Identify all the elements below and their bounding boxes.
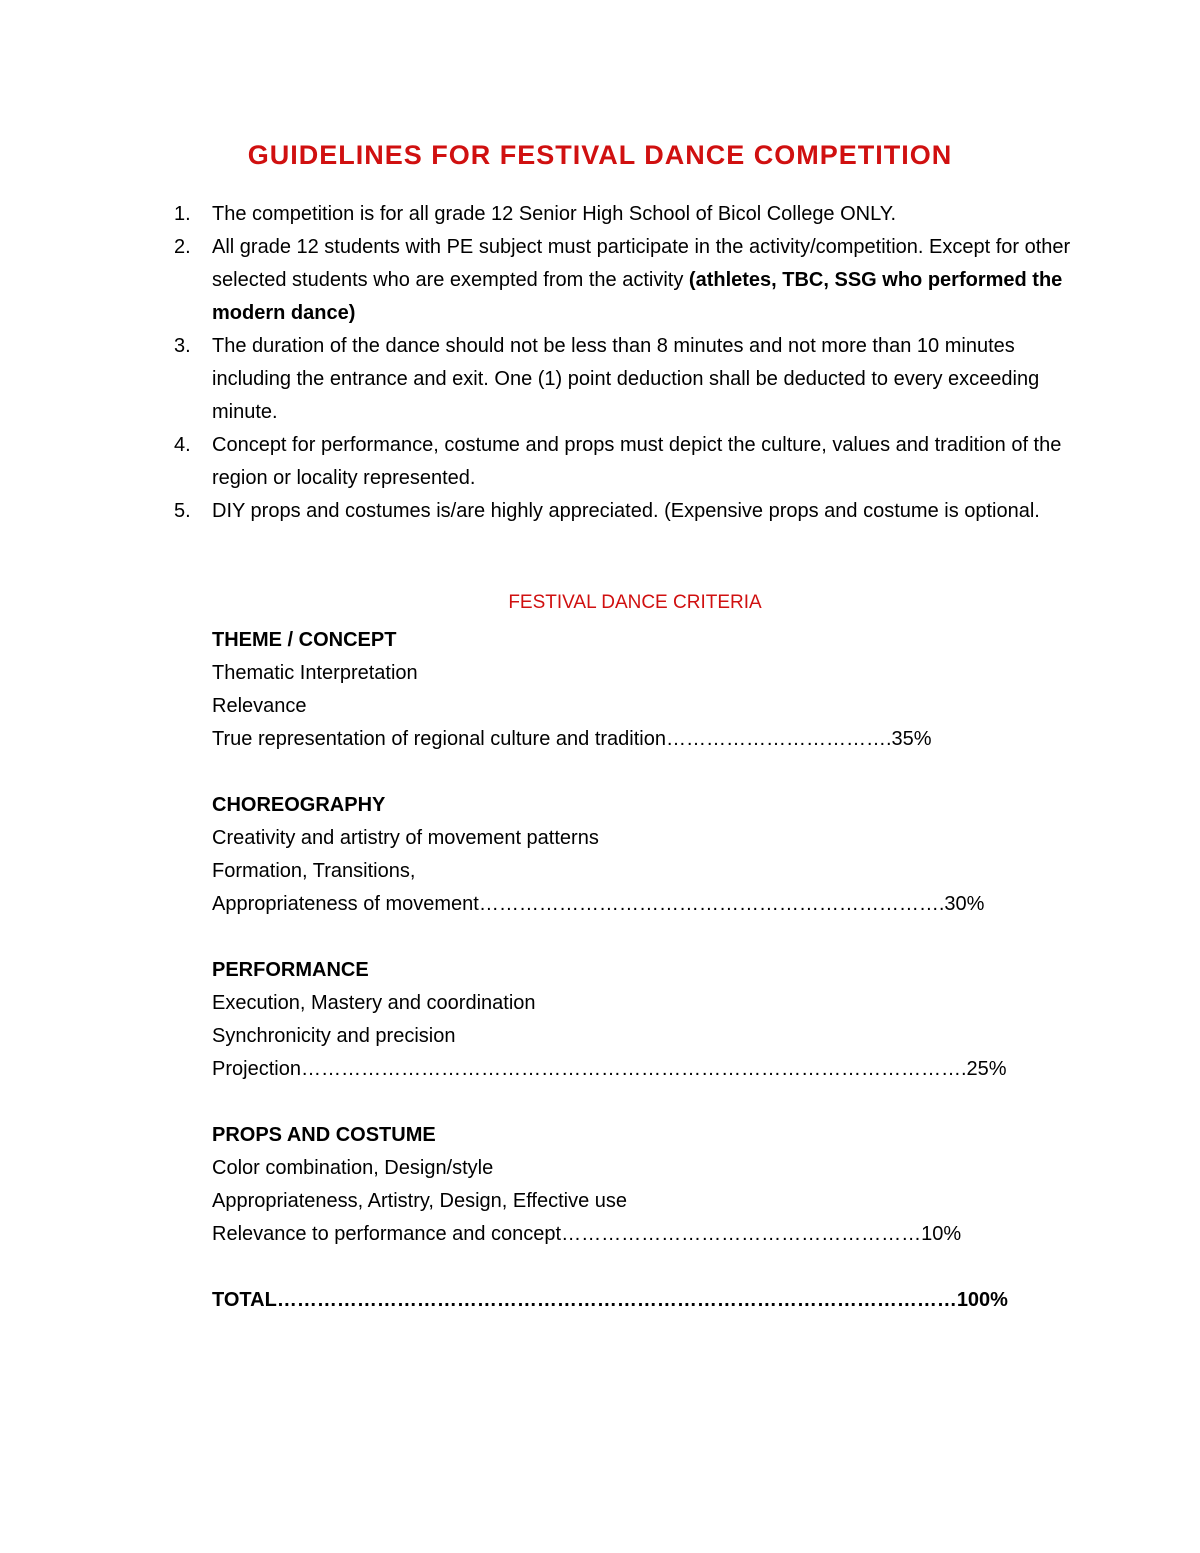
criteria-item: Projection — [212, 1058, 301, 1080]
list-text: All grade 12 students with PE subject must participate in the activity/competition. Except for other selected students who are exempted from the activity — [212, 236, 1071, 291]
list-item — [174, 231, 1082, 330]
dot-leader: ……………………………………………………………. — [478, 893, 945, 915]
list-number: 5. — [174, 500, 191, 522]
list-number: 3. — [174, 335, 191, 357]
list-bold-text: (athletes, TBC, SSG who performed the modern dance) — [212, 269, 1063, 324]
total-label: TOTAL — [212, 1289, 277, 1311]
list-item — [174, 495, 1082, 528]
criteria-section-performance — [212, 954, 1007, 1086]
dot-leader: ……………………………. — [665, 728, 892, 750]
criteria-item: Color combination, Design/style — [212, 1157, 494, 1179]
list-number: 4. — [174, 434, 191, 456]
criteria-list — [212, 624, 1008, 1317]
total-line — [212, 1284, 1008, 1317]
document-title: GUIDELINES FOR FESTIVAL DANCE COMPETITION — [247, 140, 953, 170]
dot-leader: ……………………………………………… — [561, 1223, 922, 1245]
criteria-section-props — [212, 1119, 972, 1251]
criteria-item: Appropriateness, Artistry, Design, Effective use — [212, 1190, 628, 1212]
criteria-weight-line — [212, 723, 972, 756]
criteria-item: Creativity and artistry of movement patterns — [212, 827, 599, 849]
criteria-heading: CHOREOGRAPHY — [212, 794, 386, 816]
list-text: DIY props and costumes is/are highly appreciated. (Expensive props and costume is optional. — [212, 500, 1040, 522]
criteria-percent: 35% — [891, 728, 932, 750]
criteria-item: True representation of regional culture and tradition — [212, 728, 666, 750]
criteria-weight-line — [212, 888, 985, 921]
criteria-weight-line — [212, 1053, 1007, 1086]
list-text: The duration of the dance should not be less than 8 minutes and not more than 10 minutes including the entrance and exit. One (1) point deduction shall be deducted to every exceeding minute. — [212, 335, 1040, 423]
criteria-section-theme — [212, 624, 972, 756]
criteria-heading: PERFORMANCE — [212, 959, 369, 981]
criteria-item: Relevance — [212, 695, 307, 717]
criteria-item: Appropriateness of movement — [212, 893, 479, 915]
criteria-section-choreography — [212, 789, 985, 921]
criteria-percent: 25% — [966, 1058, 1007, 1080]
list-item — [174, 429, 1082, 495]
dot-leader: ………………………………………………………………………………………. — [300, 1058, 967, 1080]
criteria-title: FESTIVAL DANCE CRITERIA — [508, 592, 762, 613]
guidelines-list — [174, 198, 1082, 528]
criteria-heading: THEME / CONCEPT — [212, 629, 397, 651]
criteria-item: Execution, Mastery and coordination — [212, 992, 536, 1014]
list-number: 1. — [174, 203, 191, 225]
list-text: The competition is for all grade 12 Senior High School of Bicol College ONLY. — [212, 203, 897, 225]
criteria-item: Formation, Transitions, — [212, 860, 416, 882]
criteria-weight-line — [212, 1218, 972, 1251]
criteria-percent: 30% — [944, 893, 985, 915]
criteria-percent: 10% — [921, 1223, 962, 1245]
criteria-item: Synchronicity and precision — [212, 1025, 456, 1047]
criteria-item: Thematic Interpretation — [212, 662, 418, 684]
list-text: Concept for performance, costume and props must depict the culture, values and tradition of the region or locality represented. — [212, 434, 1062, 489]
criteria-heading: PROPS AND COSTUME — [212, 1124, 436, 1146]
dot-leader: ………………………………………………………………………………………… — [276, 1289, 957, 1311]
list-item — [174, 198, 1082, 231]
list-item — [174, 330, 1082, 429]
total-percent: 100% — [956, 1289, 1008, 1311]
criteria-item: Relevance to performance and concept — [212, 1223, 562, 1245]
list-number: 2. — [174, 236, 191, 258]
